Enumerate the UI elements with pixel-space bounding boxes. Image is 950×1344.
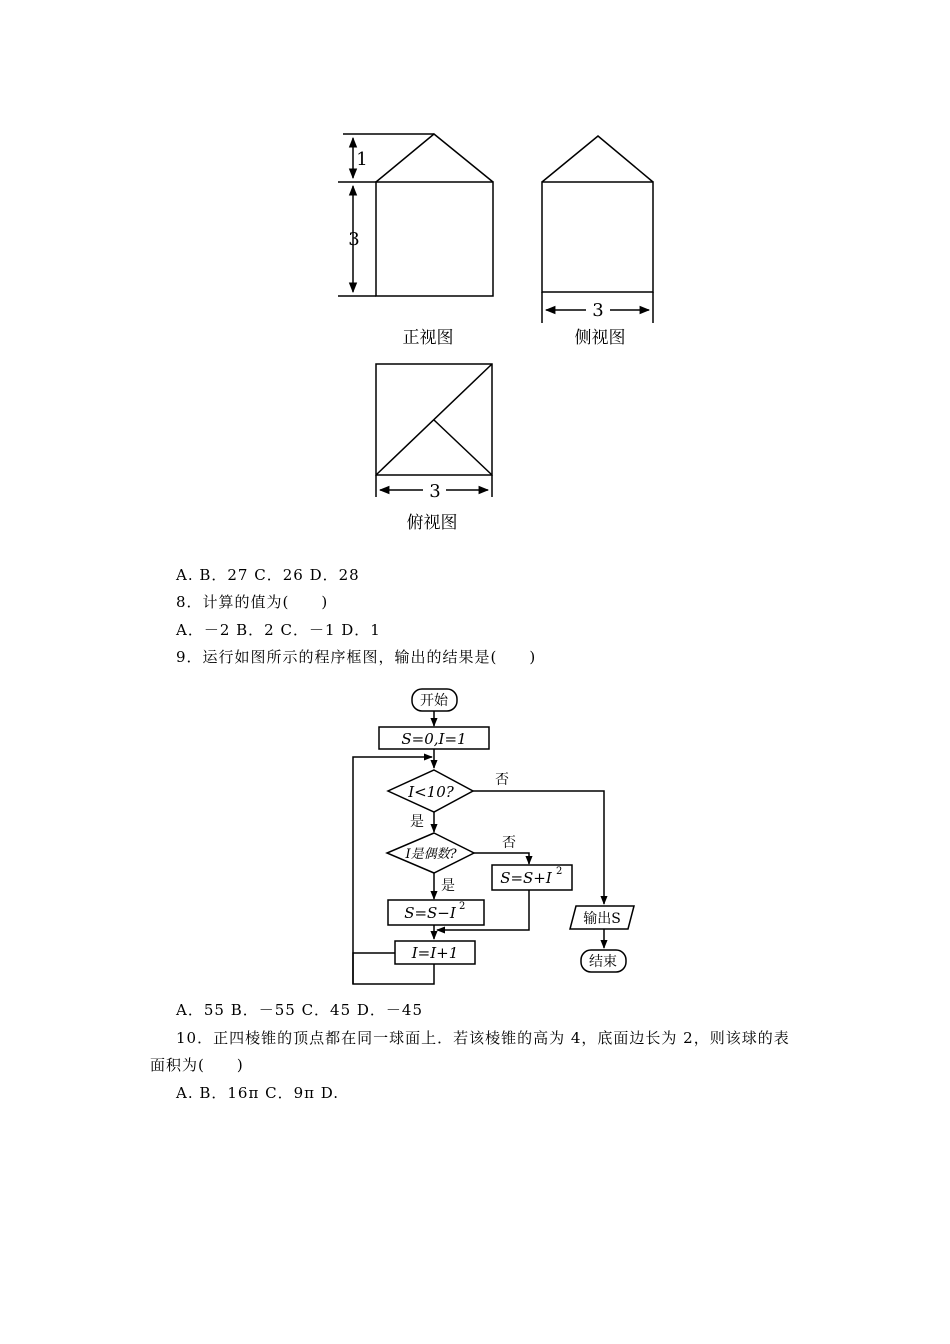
q10-options: A. B．16π C．9π D.	[176, 1084, 340, 1102]
output-label: 输出S	[583, 911, 621, 927]
loop-yes-label: 是	[410, 814, 424, 830]
top-view	[376, 364, 492, 497]
loop-condition-label: I<10?	[408, 783, 454, 801]
sub-step-label: S=S−I	[404, 904, 456, 922]
sub-step-exponent: 2	[459, 901, 466, 912]
q8-options: A．－2 B．2 C．－1 D．1	[176, 621, 381, 639]
side-view	[542, 136, 653, 323]
q10-stem-line2: 面积为( )	[150, 1056, 244, 1074]
even-no-label: 否	[502, 835, 516, 851]
add-step-exponent: 2	[556, 866, 563, 877]
q10-stem-line1: 10．正四棱锥的顶点都在同一球面上．若该棱锥的高为 4，底面边长为 2，则该球的表	[176, 1029, 790, 1047]
dim-top-width-label: 3	[429, 481, 441, 502]
three-view-figure	[0, 0, 950, 540]
start-label: 开始	[420, 693, 448, 709]
end-label: 结束	[589, 954, 617, 970]
dim-body-label: 3	[348, 229, 360, 250]
init-label: S=0,I=1	[401, 730, 467, 748]
add-step-label: S=S+I	[500, 869, 552, 887]
top-view-caption: 俯视图	[406, 513, 458, 533]
front-view-caption: 正视图	[402, 328, 454, 348]
loop-no-label: 否	[495, 772, 509, 788]
q8-stem: 8．计算的值为( )	[176, 593, 329, 611]
side-view-caption: 侧视图	[574, 328, 626, 348]
dim-roof-label: 1	[356, 149, 368, 170]
incr-label: I=I+1	[411, 944, 459, 962]
dim-side-width-label: 3	[592, 300, 604, 321]
even-yes-label: 是	[441, 878, 455, 894]
program-flowchart	[0, 680, 950, 990]
even-condition-label: I是偶数?	[405, 847, 457, 862]
q9-stem: 9．运行如图所示的程序框图，输出的结果是( )	[176, 648, 537, 666]
q7-options: A. B．27 C．26 D．28	[176, 566, 360, 584]
q9-options: A．55 B．－55 C．45 D．－45	[176, 1001, 424, 1019]
